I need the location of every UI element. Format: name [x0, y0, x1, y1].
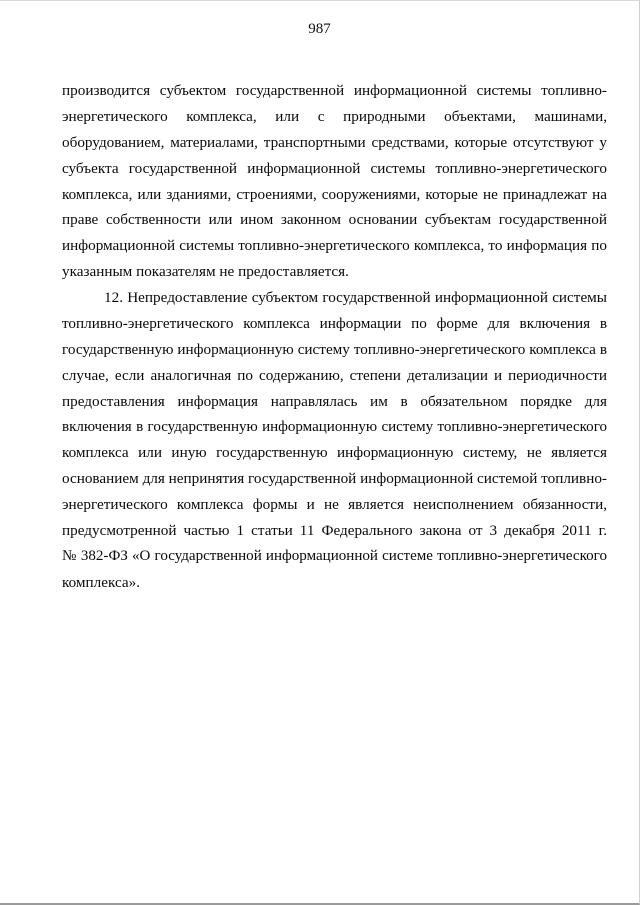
text-line: комплекса».: [62, 573, 141, 591]
text-line: № 382-ФЗ «О государственной информационной системе топливно-энергетического: [62, 548, 607, 565]
text-line: энергетического комплекса формы и не является неисполнением обязанности,: [62, 496, 607, 514]
text-line: энергетического комплекса, или с природными объектами, машинами,: [62, 107, 607, 125]
paragraph-12: [62, 285, 607, 596]
text-line: оборудованием, материалами, транспортными средствами, которые отсутствуют у: [62, 133, 607, 151]
text-line: указанным показателям не предоставляется.: [62, 263, 349, 281]
text-line: информационной системы топливно-энергетического комплекса, то информация по: [62, 237, 607, 255]
text-line: включения в государственную информационную систему топливно-энергетического: [62, 418, 607, 435]
text-line: комплекса или иную государственную информационную систему, не является: [62, 444, 607, 462]
paragraph-1: [62, 78, 607, 285]
text-line: субъекта государственной информационной системы топливно-энергетического: [62, 159, 607, 177]
text-line: случае, если аналогичная по содержанию, степени детализации и периодичности: [62, 366, 607, 384]
text-line: основанием для непринятия государственной информационной системой топливно-: [62, 470, 607, 488]
page-number: 987: [308, 21, 331, 37]
text-line: производится субъектом государственной информационной системы топливно-: [62, 82, 607, 99]
text-line: топливно-энергетического комплекса информации по форме для включения в: [62, 315, 607, 333]
text-line: праве собственности или ином законном основании субъектам государственной: [62, 211, 607, 229]
text-line: комплекса, или зданиями, строениями, сооружениями, которые не принадлежат на: [62, 185, 607, 203]
text-line: предусмотренной частью 1 статьи 11 Федерального закона от 3 декабря 2011 г.: [62, 522, 607, 540]
document-body: [62, 78, 607, 596]
text-line: 12. Непредоставление субъектом государственной информационной системы: [104, 289, 607, 307]
text-line: предоставления информация направлялась им в обязательном порядке для: [62, 392, 607, 410]
text-line: государственную информационную систему топливно-энергетического комплекса в: [62, 340, 607, 358]
